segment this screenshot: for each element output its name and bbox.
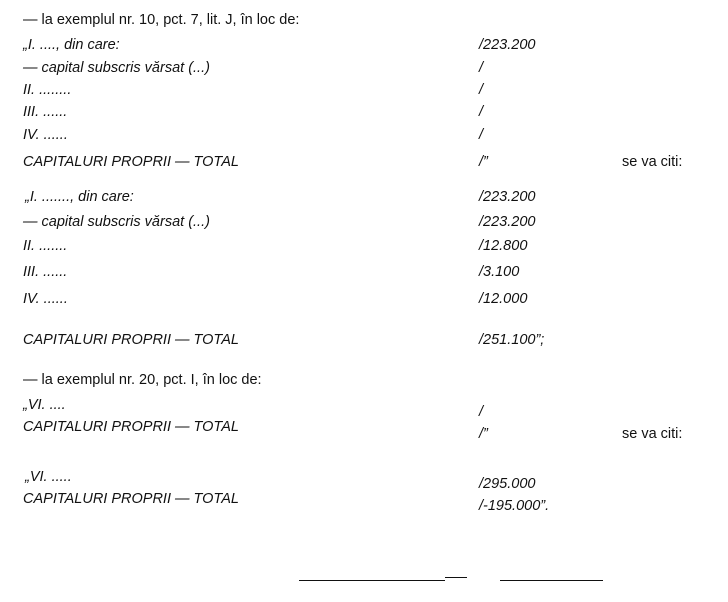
intro-example-10: — la exemplul nr. 10, pct. 7, lit. J, în loc de: bbox=[23, 12, 300, 28]
row-value: / bbox=[479, 104, 484, 120]
row-label: III. ...... bbox=[23, 264, 68, 280]
row-label: „VI. ..... bbox=[25, 469, 72, 485]
total-value: /251.100”; bbox=[479, 332, 545, 348]
closing-rule-left bbox=[299, 580, 445, 581]
row-value: /295.000 bbox=[479, 476, 536, 492]
row-label: — capital subscris vărsat (...) bbox=[23, 60, 210, 76]
se-va-citi-note: se va citi: bbox=[622, 154, 683, 170]
total-label: CAPITALURI PROPRII — TOTAL bbox=[23, 332, 239, 348]
row-value: / bbox=[479, 82, 484, 98]
row-value: / bbox=[479, 127, 484, 143]
total-value: /” bbox=[479, 154, 488, 170]
total-value: /-195.000”. bbox=[479, 498, 550, 514]
closing-rule-right bbox=[500, 580, 603, 581]
row-value: /223.200 bbox=[479, 189, 536, 205]
row-label: II. ....... bbox=[23, 238, 68, 254]
row-value: /223.200 bbox=[479, 37, 536, 53]
row-label: II. ........ bbox=[23, 82, 72, 98]
total-label: CAPITALURI PROPRII — TOTAL bbox=[23, 154, 239, 170]
total-label: CAPITALURI PROPRII — TOTAL bbox=[23, 491, 239, 507]
row-label: „I. ......., din care: bbox=[25, 189, 134, 205]
intro-example-20: — la exemplul nr. 20, pct. I, în loc de: bbox=[23, 372, 262, 388]
total-value: /” bbox=[479, 426, 488, 442]
row-label: IV. ...... bbox=[23, 291, 68, 307]
total-label: CAPITALURI PROPRII — TOTAL bbox=[23, 419, 239, 435]
row-value: /3.100 bbox=[479, 264, 520, 280]
row-label: IV. ...... bbox=[23, 127, 68, 143]
row-label: — capital subscris vărsat (...) bbox=[23, 214, 210, 230]
row-label: „I. ...., din care: bbox=[23, 37, 120, 53]
row-value: /223.200 bbox=[479, 214, 536, 230]
se-va-citi-note: se va citi: bbox=[622, 426, 683, 442]
row-value: / bbox=[479, 404, 484, 420]
closing-rule-middle bbox=[445, 577, 467, 578]
row-value: /12.800 bbox=[479, 238, 528, 254]
row-value: / bbox=[479, 60, 484, 76]
row-label: „VI. .... bbox=[23, 397, 66, 413]
row-value: /12.000 bbox=[479, 291, 528, 307]
row-label: III. ...... bbox=[23, 104, 68, 120]
